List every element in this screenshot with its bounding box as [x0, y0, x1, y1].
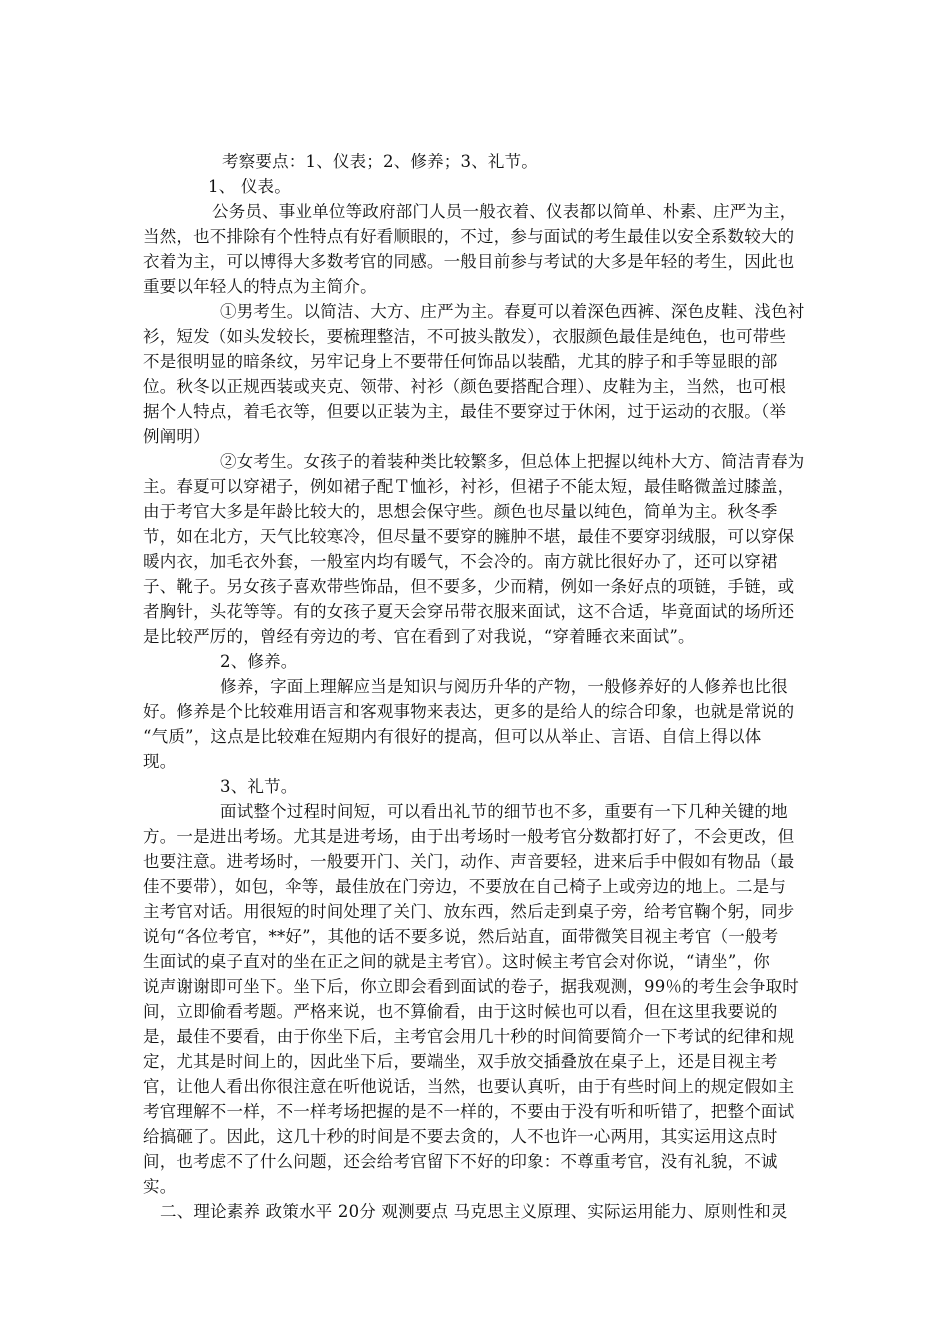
- paragraph-line: 生面试的桌子直对的坐在正之间的就是主考官）。这时候主考官会对你说，“请坐”，你: [143, 952, 770, 971]
- paragraph-line: 者胸针，头花等等。有的女孩子夏天会穿吊带衣服来面试，这不合适，毕竟面试的场所还: [143, 602, 795, 621]
- paragraph-line: 方。一是进出考场。尤其是进考场，由于出考场时一般考官分数都打好了，不会更改，但: [143, 827, 795, 846]
- section-heading-cultivation: 2、修养。: [220, 652, 298, 671]
- paragraph-line: 子、靴子。另女孩子喜欢带些饰品，但不要多，少而精，例如一条好点的项链，手链，或: [143, 577, 795, 596]
- paragraph-line: 说声谢谢即可坐下。坐下后，你立即会看到面试的卷子，据我观测，99％的考生会争取时: [143, 977, 799, 996]
- paragraph-line: 是比较严厉的，曾经有旁边的考、官在看到了对我说，“穿着睡衣来面试”。: [143, 627, 695, 646]
- paragraph-line: 重要以年轻人的特点为主简介。: [143, 277, 377, 296]
- key-points-line: 考察要点：1、仪表；2、修养；3、礼节。: [222, 152, 538, 171]
- paragraph-line: 暖内衣，加毛衣外套，一般室内均有暖气，不会冷的。南方就比很好办了，还可以穿裙: [143, 552, 778, 571]
- paragraph-line: 也要注意。进考场时，一般要开门、关门，动作、声音要轻，进来后手中假如有物品（最: [143, 852, 795, 871]
- paragraph-line: 佳不要带），如包，伞等，最佳放在门旁边，不要放在自己椅子上或旁边的地上。二是与: [143, 877, 787, 896]
- paragraph-line: 官，让他人看出你很注意在听他说话，当然，也要认真听，由于有些时间上的规定假如主: [143, 1077, 795, 1096]
- paragraph-line: 节，如在北方，天气比较寒冷，但尽量不要穿的臃肿不堪，最佳不要穿羽绒服，可以穿保: [143, 527, 795, 546]
- paragraph-line: 说句“各位考官，**好”，其他的话不要多说，然后站直，面带微笑目视主考官（一般考: [143, 927, 779, 946]
- paragraph-line: 是，最佳不要看，由于你坐下后，主考官会用几十秒的时间简要简介一下考试的纪律和规: [143, 1027, 795, 1046]
- paragraph-line: 好。修养是个比较难用语言和客观事物来表达，更多的是给人的综合印象，也就是常说的: [143, 702, 795, 721]
- paragraph-line: 公务员、事业单位等政府部门人员一般衣着、仪表都以简单、朴素、庄严为主，: [212, 202, 797, 221]
- paragraph-line: 考官理解不一样，不一样考场把握的是不一样的，不要由于没有听和听错了，把整个面试: [143, 1102, 795, 1121]
- paragraph-line: 位。秋冬以正规西装或夹克、领带、衬衫（颜色要搭配合理）、皮鞋为主，当然，也可根: [143, 377, 787, 396]
- paragraph-line: ①男考生。以简洁、大方、庄严为主。春夏可以着深色西裤、深色皮鞋、浅色衬: [220, 302, 805, 321]
- paragraph-line: 面试整个过程时间短，可以看出礼节的细节也不多，重要有一下几种关键的地: [220, 802, 788, 821]
- section-heading-etiquette: 3、礼节。: [220, 777, 298, 796]
- section-heading-appearance: 1、 仪表。: [208, 177, 291, 196]
- paragraph-line: 定，尤其是时间上的，因此坐下后，要端坐，双手放交插叠放在桌子上，还是目视主考: [143, 1052, 778, 1071]
- paragraph-line: “气质”，这点是比较难在短期内有很好的提高，但可以从举止、言语、自信上得以体: [143, 727, 762, 746]
- paragraph-line: 衫，短发（如头发较长，要梳理整洁，不可披头散发），衣服颜色最佳是纯色，也可带些: [143, 327, 787, 346]
- paragraph-line: 据个人特点，着毛衣等，但要以正装为主，最佳不要穿过于休闲，过于运动的衣服。（举: [143, 402, 787, 421]
- paragraph-line: 当然，也不排除有个性特点有好看顺眼的，不过，参与面试的考生最佳以安全系数较大的: [143, 227, 795, 246]
- paragraph-line: 实。: [143, 1177, 177, 1196]
- paragraph-line: 衣着为主，可以博得大多数考官的同感。一般目前参与考试的大多是年轻的考生，因此也: [143, 252, 795, 271]
- paragraph-line: 修养，字面上理解应当是知识与阅历升华的产物，一般修养好的人修养也比很: [220, 677, 788, 696]
- paragraph-line: 现。: [143, 752, 177, 771]
- paragraph-line: 给搞砸了。因此，这几十秒的时间是不要去贪的，人不也许一心两用，其实运用这点时: [143, 1127, 778, 1146]
- paragraph-line: 例阐明）: [143, 427, 210, 446]
- paragraph-line: 主。春夏可以穿裙子，例如裙子配Ｔ恤衫，衬衫，但裙子不能太短，最佳略微盖过膝盖，: [143, 477, 795, 496]
- paragraph-line: 由于考官大多是年龄比较大的，思想会保守些。颜色也尽量以纯色，简单为主。秋冬季: [143, 502, 778, 521]
- paragraph-line: 不是很明显的暗条纹，另牢记身上不要带任何饰品以装酷，尤其的脖子和手等显眼的部: [143, 352, 778, 371]
- paragraph-line: 间，也考虑不了什么问题，还会给考官留下不好的印象：不尊重考官，没有礼貌，不诚: [143, 1152, 778, 1171]
- paragraph-line: 主考官对话。用很短的时间处理了关门、放东西，然后走到桌子旁，给考官鞠个躬，同步: [143, 902, 795, 921]
- paragraph-line: ②女考生。女孩子的着装种类比较繁多，但总体上把握以纯朴大方、简洁青春为: [220, 452, 805, 471]
- section-heading-theory: 二、理论素养 政策水平 20分 观测要点 马克思主义原理、实际运用能力、原则性和灵: [160, 1202, 788, 1221]
- paragraph-line: 间，立即偷看考题。严格来说，也不算偷看，由于这时候也可以看，但在这里我要说的: [143, 1002, 778, 1021]
